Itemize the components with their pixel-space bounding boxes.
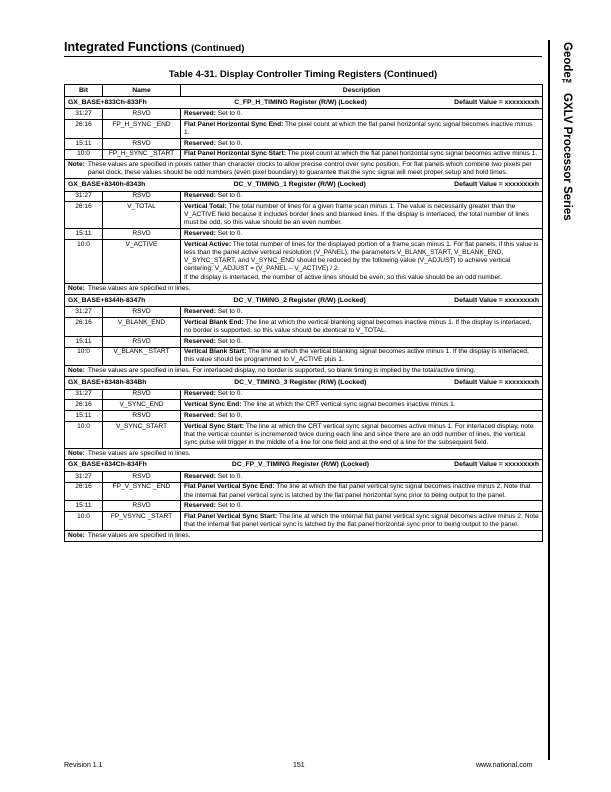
field-name: RSVD bbox=[103, 411, 181, 422]
field-bit: 10:0 bbox=[65, 239, 103, 283]
section-title: Integrated Functions (Continued) bbox=[64, 40, 245, 54]
field-bit: 10:0 bbox=[65, 421, 103, 448]
table-row bbox=[65, 120, 543, 139]
register-address: GX_BASE+8344h-8347h bbox=[68, 296, 146, 304]
note-row bbox=[65, 366, 543, 377]
table-row bbox=[65, 400, 543, 411]
field-description bbox=[181, 501, 543, 512]
field-description bbox=[181, 389, 543, 400]
footer-page-number: 151 bbox=[293, 762, 305, 769]
field-text: Set to 0. bbox=[217, 502, 243, 510]
note-label: Note: bbox=[68, 449, 85, 457]
table-row bbox=[65, 501, 543, 512]
footer-website: www.national.com bbox=[476, 762, 533, 769]
table-caption: Table 4-31. Display Controller Timing Registers (Continued) bbox=[168, 69, 438, 80]
header-description: Description bbox=[181, 85, 543, 97]
field-name: V_ACTIVE bbox=[103, 239, 181, 283]
field-name: V_SYNC_END bbox=[103, 400, 181, 411]
register-name: C_FP_H_TIMING Register (R/W) (Locked) bbox=[234, 98, 367, 106]
field-bit: 26:16 bbox=[65, 482, 103, 501]
field-description bbox=[181, 472, 543, 483]
field-description bbox=[181, 411, 543, 422]
field-label: Vertical Sync End: bbox=[184, 401, 242, 409]
register-default-value: Default Value = xxxxxxxxh bbox=[454, 379, 539, 386]
footer-revision: Revision 1.1 bbox=[64, 762, 103, 769]
register-table bbox=[64, 84, 543, 542]
note-text: These values are specified in lines. For interlaced display, no border is supported, so blank timing is implied by the total/active timing. bbox=[87, 367, 476, 375]
field-bit: 10:0 bbox=[65, 347, 103, 366]
field-name: V_SYNC_START bbox=[103, 421, 181, 448]
table-row bbox=[65, 472, 543, 483]
register-name: DC_V_TIMING_1 Register (R/W) (Locked) bbox=[233, 181, 366, 188]
register-header-row bbox=[65, 377, 543, 389]
field-description bbox=[181, 138, 543, 149]
field-label: Reserved: bbox=[184, 337, 216, 345]
field-text: Set to 0. bbox=[217, 192, 243, 200]
register-header-row bbox=[65, 179, 543, 191]
register-address: GX_BASE+8340h-8343h bbox=[68, 181, 146, 188]
table-row bbox=[65, 239, 543, 283]
field-description bbox=[181, 191, 543, 202]
table-row bbox=[65, 149, 543, 160]
field-bit: 15:11 bbox=[65, 138, 103, 149]
register-header-row bbox=[65, 97, 543, 109]
register-table-body bbox=[65, 97, 543, 542]
field-label: Reserved: bbox=[184, 411, 216, 419]
field-description bbox=[181, 202, 543, 229]
register-name: DC_V_TIMING_3 Register (R/W) (Locked) bbox=[234, 379, 367, 386]
note-row bbox=[65, 284, 543, 295]
table-row bbox=[65, 347, 543, 366]
field-name: RSVD bbox=[103, 229, 181, 240]
field-description bbox=[181, 307, 543, 318]
field-bit: 15:11 bbox=[65, 501, 103, 512]
table-row bbox=[65, 138, 543, 149]
field-text: Set to 0. bbox=[217, 139, 243, 147]
field-label: Reserved: bbox=[184, 502, 216, 510]
field-text: The pixel count at which the flat panel horizontal sync signal becomes inactive minus 1. bbox=[184, 120, 533, 136]
field-description bbox=[181, 347, 543, 366]
field-text: The pixel count at which the flat panel horizontal sync signal becomes active minus 1. bbox=[287, 150, 538, 158]
side-divider bbox=[548, 40, 550, 760]
field-text: Set to 0. bbox=[217, 390, 243, 398]
field-label: Reserved: bbox=[184, 139, 216, 147]
table-row bbox=[65, 202, 543, 229]
field-label: Reserved: bbox=[184, 192, 216, 200]
table-row bbox=[65, 389, 543, 400]
field-bit: 10:0 bbox=[65, 149, 103, 160]
table-row bbox=[65, 109, 543, 120]
field-text: Set to 0. bbox=[217, 411, 243, 419]
register-address: GX_BASE+833Ch-833Fh bbox=[68, 98, 147, 106]
field-name: RSVD bbox=[103, 307, 181, 318]
table-row bbox=[65, 512, 543, 531]
field-bit: 31:27 bbox=[65, 191, 103, 202]
field-bit: 15:11 bbox=[65, 411, 103, 422]
register-default-value: Default Value = xxxxxxxxh bbox=[454, 98, 539, 106]
note-text: These values are specified in lines. bbox=[87, 531, 191, 539]
side-product-title: Geode™ GXLV Processor Series bbox=[561, 42, 573, 221]
register-address: GX_BASE+8348h-834Bh bbox=[68, 379, 147, 386]
field-label: Flat Panel Horizontal Sync Start: bbox=[184, 150, 286, 158]
field-label: Vertical Total: bbox=[184, 203, 227, 211]
field-label: Flat Panel Horizontal Sync End: bbox=[184, 120, 284, 128]
field-bit: 31:27 bbox=[65, 307, 103, 318]
field-label: Vertical Active: bbox=[184, 240, 232, 248]
field-name: RSVD bbox=[103, 191, 181, 202]
field-name: FP_H_SYNC _END bbox=[103, 120, 181, 139]
field-description bbox=[181, 109, 543, 120]
table-row bbox=[65, 421, 543, 448]
note-label: Note: bbox=[68, 531, 85, 539]
note-label: Note: bbox=[68, 367, 85, 375]
field-label: Flat Panel Vertical Sync Start: bbox=[184, 512, 278, 520]
field-extra-text: If the display is interlaced, the number of active lines should be even, so this value should be an odd number. bbox=[184, 274, 502, 282]
note-text: These values are specified in lines. bbox=[87, 449, 191, 457]
field-name: RSVD bbox=[103, 138, 181, 149]
field-text: The line at which the vertical blanking signal becomes inactive minus 1. If the display is interlaced, no border is supported, so this value should be identical to V_TOTAL. bbox=[184, 318, 532, 334]
field-text: The line at which the vertical blanking signal becomes active minus 1. If the display is interlaced, this value should be programmed to V_ACTIVE plus 1. bbox=[184, 348, 529, 364]
field-bit: 26:16 bbox=[65, 120, 103, 139]
field-text: The line at which the CRT vertical sync signal becomes inactive minus 1. bbox=[243, 401, 456, 409]
field-bit: 26:16 bbox=[65, 318, 103, 337]
table-row bbox=[65, 229, 543, 240]
table-row bbox=[65, 411, 543, 422]
note-row bbox=[65, 160, 543, 179]
field-label: Flat Panel Vertical Sync End: bbox=[184, 483, 275, 491]
field-name: V_BLANK_ START bbox=[103, 347, 181, 366]
field-description bbox=[181, 149, 543, 160]
field-label: Reserved: bbox=[184, 230, 216, 238]
field-name: RSVD bbox=[103, 109, 181, 120]
table-header-row bbox=[65, 85, 543, 97]
field-name: RSVD bbox=[103, 336, 181, 347]
section-title-continued: (Continued) bbox=[191, 43, 245, 54]
register-header-row bbox=[65, 459, 543, 471]
field-name: V_BLANK_END bbox=[103, 318, 181, 337]
header-divider bbox=[64, 56, 542, 57]
table-row bbox=[65, 307, 543, 318]
field-bit: 15:11 bbox=[65, 229, 103, 240]
field-text: Set to 0. bbox=[217, 110, 243, 118]
note-label: Note: bbox=[68, 161, 85, 169]
field-text: Set to 0. bbox=[217, 230, 243, 238]
field-name: V_TOTAL bbox=[103, 202, 181, 229]
field-description bbox=[181, 336, 543, 347]
field-text: Set to 0. bbox=[217, 337, 243, 345]
field-name: RSVD bbox=[103, 501, 181, 512]
field-bit: 31:27 bbox=[65, 472, 103, 483]
header-name: Name bbox=[103, 85, 181, 97]
register-name: DC_FP_V_TIMING Register (R/W) (Locked) bbox=[231, 461, 370, 469]
field-bit: 26:16 bbox=[65, 400, 103, 411]
field-label: Reserved: bbox=[184, 308, 216, 316]
register-name: DC_V_TIMING_2 Register (R/W) (Locked) bbox=[233, 296, 366, 304]
register-header-row bbox=[65, 295, 543, 307]
field-bit: 15:11 bbox=[65, 336, 103, 347]
field-name: FP_V_SYNC _END bbox=[103, 482, 181, 501]
field-name: RSVD bbox=[103, 472, 181, 483]
register-default-value: Default Value = xxxxxxxxh bbox=[454, 461, 539, 469]
field-description bbox=[181, 400, 543, 411]
field-description bbox=[181, 421, 543, 448]
table-row bbox=[65, 191, 543, 202]
table-row bbox=[65, 482, 543, 501]
field-description bbox=[181, 512, 543, 531]
note-label: Note: bbox=[68, 285, 85, 292]
field-label: Vertical Sync Start: bbox=[184, 422, 245, 430]
note-row bbox=[65, 448, 543, 459]
field-description bbox=[181, 229, 543, 240]
field-text: The line at which the internal flat panel vertical sync signal becomes active minus 2. Note that the internal flat panel vertical sync is latched by the flat panel horizontal sync prior to being output to the panel. bbox=[184, 512, 539, 529]
field-label: Reserved: bbox=[184, 390, 216, 398]
table-row bbox=[65, 318, 543, 337]
field-name: RSVD bbox=[103, 389, 181, 400]
register-default-value: Default Value = xxxxxxxxh bbox=[454, 296, 539, 304]
field-label: Reserved: bbox=[184, 472, 216, 480]
field-description bbox=[181, 482, 543, 501]
register-address: GX_BASE+834Ch-834Fh bbox=[68, 461, 147, 469]
field-bit: 26:16 bbox=[65, 202, 103, 229]
field-name: FP_VSYNC _START bbox=[103, 512, 181, 531]
field-description bbox=[181, 120, 543, 139]
field-text: The total number of lines for the displayed portion of a frame scan minus 1. For flat panels, if this value is less than the panel active vertical resolution (V_PANEL), the parameters V_BLANK_START, V_BLANK_END, V_SYNC_START, and V_SYNC_END should be reduced by the following value (V_ADJUST) to achieve vertical centering: V_ADJUST = (V_PANEL – V_ACTIVE) / 2 bbox=[184, 240, 539, 273]
field-text: The line at which the flat panel vertical sync signal becomes inactive minus 2. Note that the internal flat panel vertical sync is latched by the flat panel horizontal sync prior to being output to the panel. bbox=[184, 483, 531, 499]
field-description bbox=[181, 239, 543, 283]
field-text: The total number of lines for a given frame scan minus 1. The value is necessarily greater than the V_ACTIVE field because it includes border lines and blanked lines. If the display is interlaced, the total number of lines must be odd, so this value should be an even number. bbox=[184, 203, 529, 227]
field-bit: 31:27 bbox=[65, 389, 103, 400]
field-text: Set to 0. bbox=[217, 472, 243, 480]
field-label: Reserved: bbox=[184, 110, 216, 118]
note-row bbox=[65, 530, 543, 541]
table-row bbox=[65, 336, 543, 347]
header-bit: Bit bbox=[65, 85, 103, 97]
field-label: Vertical Blank End: bbox=[184, 318, 244, 326]
field-description bbox=[181, 318, 543, 337]
field-text: The line at which the CRT vertical sync signal becomes active minus 1. For interlaced display, note that the vertical counter is incremented twice during each line and since there are an odd number of lines, the vertical sync pulse will trigger in the middle of a line for one field and at the end of a line for the subsequent field. bbox=[184, 422, 534, 446]
note-text: These values are specified in pixels rather than character clocks to allow precise control over sync position. For flat panels which combine two pixels per panel clock, these values should be odd numbers (even pixel boundary) to guarantee that the sync signal will meet proper setup and hold times. bbox=[87, 161, 532, 177]
note-text: These values are specified in lines. bbox=[87, 285, 191, 292]
field-name: FP_H_SYNC _START bbox=[103, 149, 181, 160]
field-bit: 10:0 bbox=[65, 512, 103, 531]
field-text: Set to 0. bbox=[217, 308, 243, 316]
field-label: Vertical Blank Start: bbox=[184, 348, 247, 356]
field-bit: 31:27 bbox=[65, 109, 103, 120]
register-default-value: Default Value = xxxxxxxxh bbox=[454, 181, 539, 188]
